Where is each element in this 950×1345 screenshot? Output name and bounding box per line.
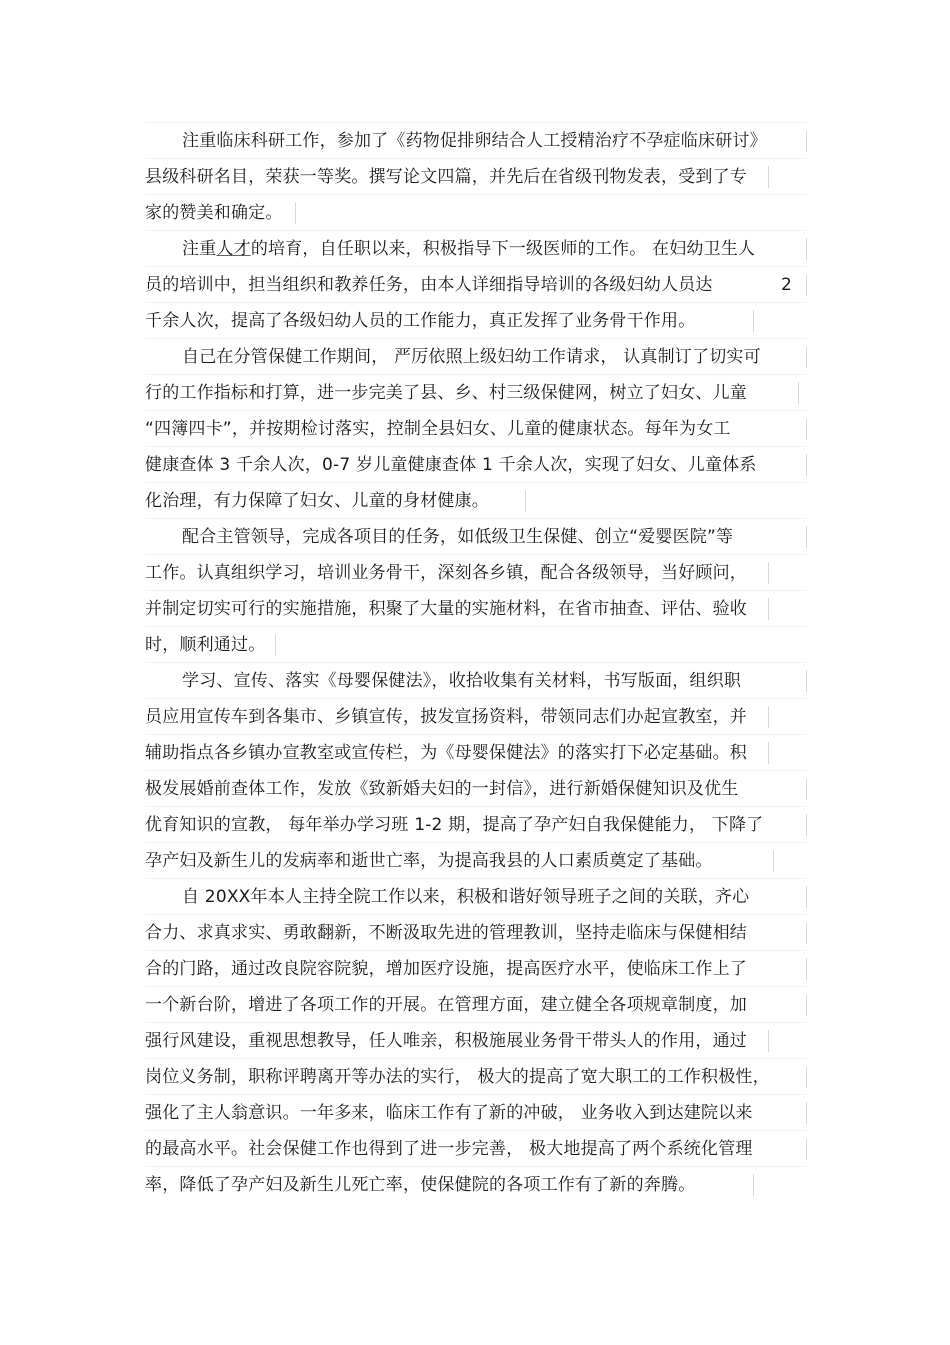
- paragraph-talent-training: [145, 230, 807, 338]
- text-line: 优育知识的宣教， 每年举办学习班 1-2 期，提高了孕产妇自我保健能力， 下降了: [145, 806, 807, 842]
- paragraph-hospital-management: [145, 878, 807, 1202]
- document-body: [145, 122, 807, 1202]
- text-line: [145, 266, 807, 302]
- text-segment: 注重: [182, 239, 217, 259]
- text-line: 岗位义务制，职称评聘离开等办法的实行， 极大的提高了宽大职工的工作积极性，: [145, 1058, 807, 1094]
- text-line: 强行风建设，重视思想教导，任人唯亲，积极施展业务骨干带头人的作用，通过: [145, 1022, 807, 1058]
- text-line: 合的门路，通过改良院容院貌，增加医疗设施，提高医疗水平，使临床工作上了: [145, 950, 807, 986]
- text-line: 时，顺利通过。: [145, 626, 807, 662]
- text-line: 率，降低了孕产妇及新生儿死亡率，使保健院的各项工作有了新的奔腾。: [145, 1166, 807, 1202]
- text-line: “四簿四卡”，并按期检讨落实，控制全县妇女、儿童的健康状态。每年为女工: [145, 410, 807, 446]
- paragraph-cooperation: [145, 518, 807, 662]
- paragraph-research: [145, 122, 807, 230]
- number-value: 2: [780, 275, 792, 295]
- text-line: 学习、宣传、落实《母婴保健法》，收拾收集有关材料，书写版面，组织职: [145, 662, 807, 698]
- text-line: 员应用宣传车到各集市、乡镇宣传，披发宣扬资料，带领同志们办起宣教室，并: [145, 698, 807, 734]
- text-line: 极发展婚前查体工作，发放《致新婚夫妇的一封信》，进行新婚保健知识及优生: [145, 770, 807, 806]
- text-line: 工作。认真组织学习，培训业务骨干，深刻各乡镇，配合各级领导，当好顾问，: [145, 554, 807, 590]
- text-line: 强化了主人翁意识。一年多来，临床工作有了新的冲破， 业务收入到达建院以来: [145, 1094, 807, 1130]
- text-line: 千余人次，提高了各级妇幼人员的工作能力，真正发挥了业务骨干作用。: [145, 302, 807, 338]
- text-line: 家的赞美和确定。: [145, 194, 807, 230]
- text-line: 辅助指点各乡镇办宣教室或宣传栏，为《母婴保健法》的落实打下必定基础。积: [145, 734, 807, 770]
- text-line: 的最高水平。社会保健工作也得到了进一步完善， 极大地提高了两个系统化管理: [145, 1130, 807, 1166]
- text-segment: 的培育，自任职以来，积极指导下一级医师的工作。 在妇幼卫生人: [250, 239, 756, 259]
- paragraph-maternal-law: [145, 662, 807, 878]
- text-line: 化治理，有力保障了妇女、儿童的身材健康。: [145, 482, 807, 518]
- text-line: 并制定切实可行的实施措施，积聚了大量的实施材料，在省市抽查、评估、验收: [145, 590, 807, 626]
- text-line: 县级科研名目，荣获一等奖。撰写论文四篇，并先后在省级刊物发表，受到了专: [145, 158, 807, 194]
- text-line: 一个新台阶，增进了各项工作的开展。在管理方面，建立健全各项规章制度，加: [145, 986, 807, 1022]
- text-line: 合力、求真求实、勇敢翻新，不断汲取先进的管理教训，坚持走临床与保健相结: [145, 914, 807, 950]
- underlined-word: 人才: [216, 239, 251, 259]
- text-line: 健康查体 3 千余人次，0-7 岁儿童健康查体 1 千余人次，实现了妇女、儿童体系: [145, 446, 807, 482]
- text-line: 孕产妇及新生儿的发病率和逝世亡率，为提高我县的人口素质奠定了基础。: [145, 842, 807, 878]
- text-line: 行的工作指标和打算，进一步完美了县、乡、村三级保健网，树立了妇女、儿童: [145, 374, 807, 410]
- text-line: 注重临床科研工作，参加了《药物促排卵结合人工授精治疗不孕症临床研讨》: [145, 122, 807, 158]
- text-line: 自己在分管保健工作期间， 严厉依照上级妇幼工作请求， 认真制订了切实可: [145, 338, 807, 374]
- text-line: 自 20XX年本人主持全院工作以来，积极和谐好领导班子之间的关联，齐心: [145, 878, 807, 914]
- paragraph-health-management: [145, 338, 807, 518]
- text-line: 配合主管领导，完成各项目的任务，如低级卫生保健、创立“爱婴医院”等: [145, 518, 807, 554]
- text-segment: 员的培训中，担当组织和教养任务，由本人详细指导培训的各级妇幼人员达: [145, 275, 713, 295]
- text-line: [145, 230, 807, 266]
